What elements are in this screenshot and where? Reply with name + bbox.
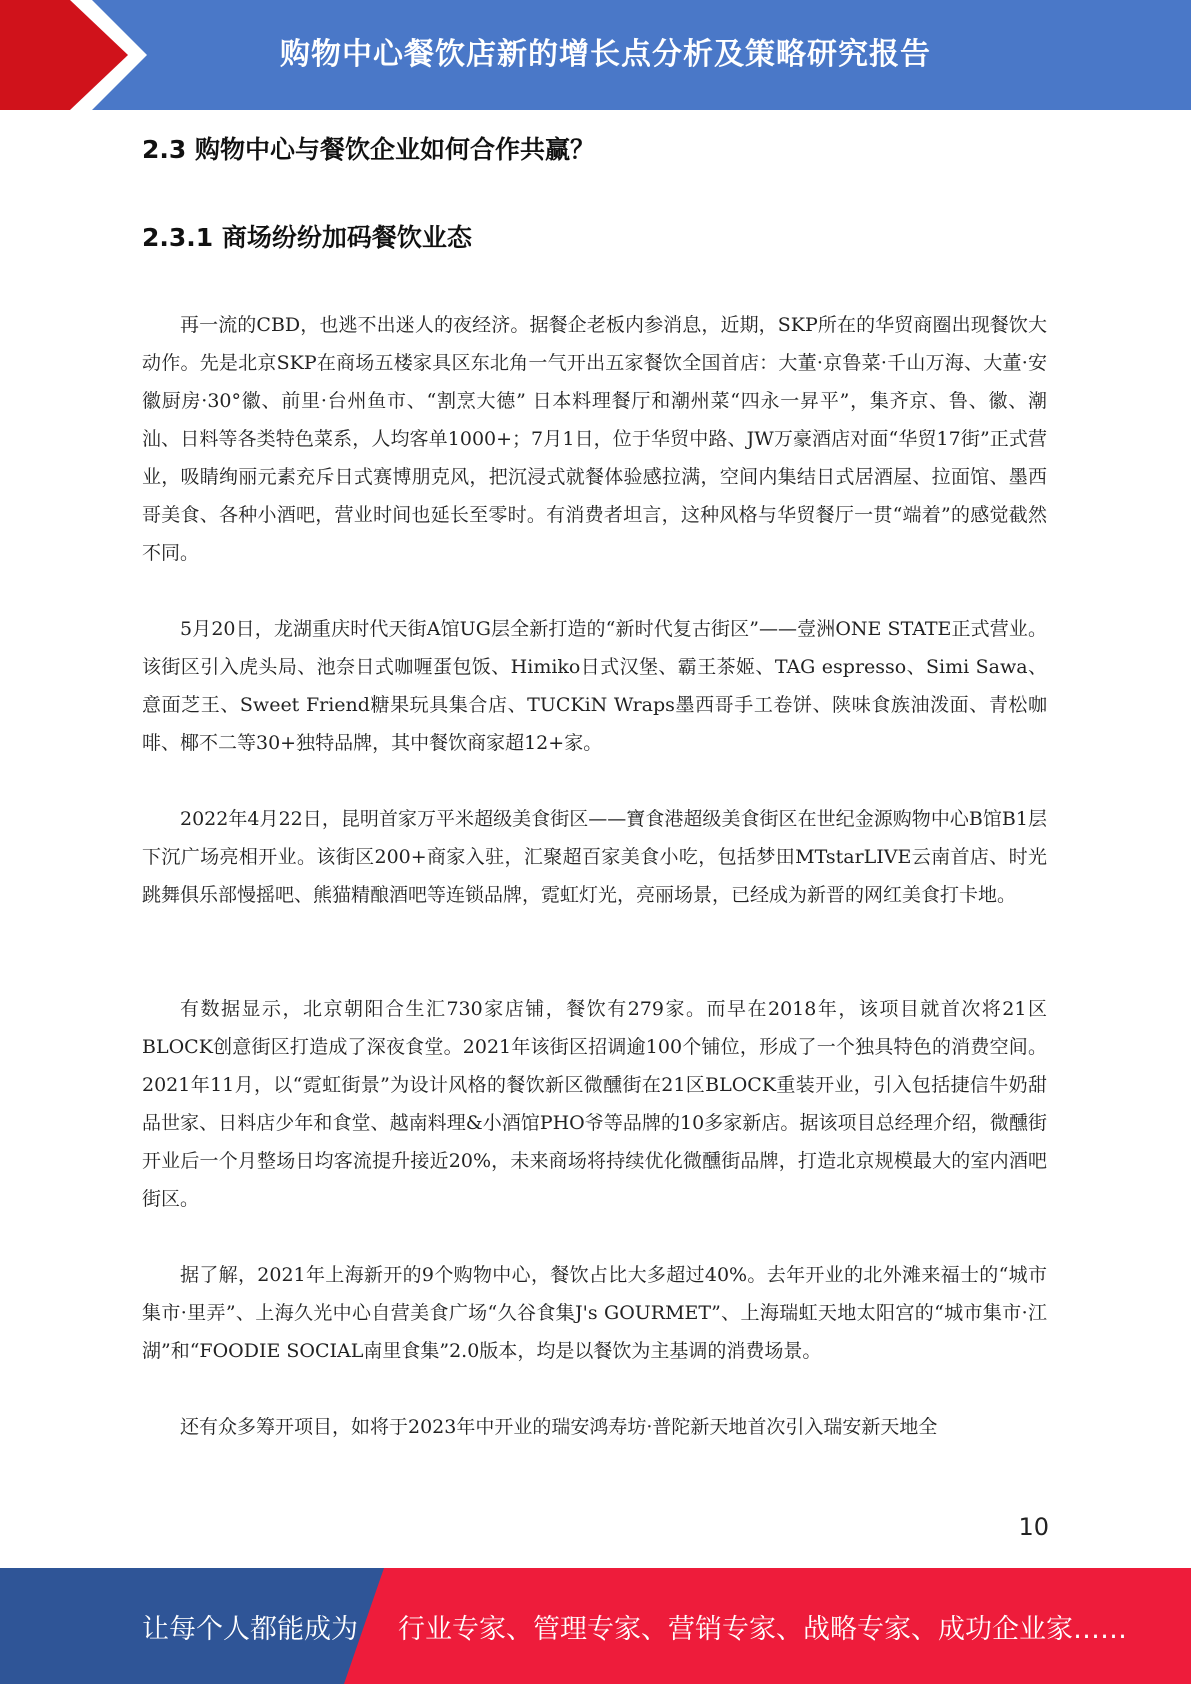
paragraph-kunming: 2022年4月22日，昆明首家万平米超级美食街区——寶食港超级美食街区在世纪金源购物中心B馆B1层下沉广场亮相开业。该街区200+商家入驻，汇聚超百家美食小吃，包括梦田MTstarLIVE云南首店、时光跳舞俱乐部慢摇吧、熊猫精酿酒吧等连锁品牌，霓虹灯光，亮丽场景，已经成为新晋的网红美食打卡地。 — [142, 808, 1047, 906]
subsection-heading: 2.3.1 商场纷纷加码餐饮业态 — [142, 223, 472, 252]
footer-slogan-left: 让每个人都能成为 — [142, 1613, 358, 1645]
header-band — [0, 0, 1191, 110]
paragraph-skp: 再一流的CBD，也逃不出迷人的夜经济。据餐企老板内参消息，近期，SKP所在的华贸商圈出现餐饮大动作。先是北京SKP在商场五楼家具区东北角一气开出五家餐饮全国首店：大董·京鲁菜·千山万海、大董·安徽厨房·30°徽、前里·台州鱼市、“割烹大德” 日本料理餐厅和潮州菜“四永一昇平”，集齐京、鲁、徽、潮汕、日料等各类特色菜系，人均客单1000+；7月1日，位于华贸中路、JW万豪酒店对面“华贸17街”正式营业，吸睛绚丽元素充斥日式赛博朋克风，把沉浸式就餐体验感拉满，空间内集结日式居酒屋、拉面馆、墨西哥美食、各种小酒吧，营业时间也延长至零时。有消费者坦言，这种风格与华贸餐厅一贯“端着”的感觉截然不同。 — [142, 314, 1047, 564]
footer-slogan-right: 行业专家、管理专家、营销专家、战略专家、成功企业家…… — [398, 1613, 1127, 1645]
paragraph-longhu: 5月20日，龙湖重庆时代天街A馆UG层全新打造的“新时代复古街区”——壹洲ONE STATE正式营业。该街区引入虎头局、池奈日式咖喱蛋包饭、Himiko日式汉堡、霸王茶姬、TAG espresso、Simi Sawa、意面芝王、Sweet Friend糖果玩具集合店、TUCKiN Wraps墨西哥手工卷饼、陕味食族油泼面、青松咖啡、椰不二等30+独特品牌，其中餐饮商家超12+家。 — [142, 618, 1047, 754]
paragraph-shanghai: 据了解，2021年上海新开的9个购物中心，餐饮占比大多超过40%。去年开业的北外滩来福士的“城市集市·里弄”、上海久光中心自营美食广场“久谷食集J's GOURMET”、上海瑞虹天地太阳宫的“城市集市·江湖”和“FOODIE SOCIAL南里食集”2.0版本，均是以餐饮为主基调的消费场景。 — [142, 1264, 1047, 1362]
section-heading: 2.3 购物中心与餐饮企业如何合作共赢？ — [142, 135, 595, 164]
footer-band — [0, 1568, 1191, 1684]
document-title: 购物中心餐饮店新的增长点分析及策略研究报告 — [280, 37, 931, 72]
page-number: 10 — [1018, 1513, 1049, 1541]
paragraph-beijing-hesheng: 有数据显示，北京朝阳合生汇730家店铺，餐饮有279家。而早在2018年，该项目就首次将21区BLOCK创意街区打造成了深夜食堂。2021年该街区招调逾100个铺位，形成了一个独具特色的消费空间。2021年11月，以“霓虹街景”为设计风格的餐饮新区微醺街在21区BLOCK重装开业，引入包括捷信牛奶甜品世家、日料店少年和食堂、越南料理&小酒馆PHO爷等品牌的10多家新店。据该项目总经理介绍，微醺街开业后一个月整场日均客流提升接近20%，未来商场将持续优化微醺街品牌，打造北京规模最大的室内酒吧街区。 — [142, 998, 1047, 1210]
paragraph-upcoming: 还有众多筹开项目，如将于2023年中开业的瑞安鸿寿坊·普陀新天地首次引入瑞安新天地全 — [180, 1416, 938, 1438]
main-content — [142, 125, 1047, 1484]
